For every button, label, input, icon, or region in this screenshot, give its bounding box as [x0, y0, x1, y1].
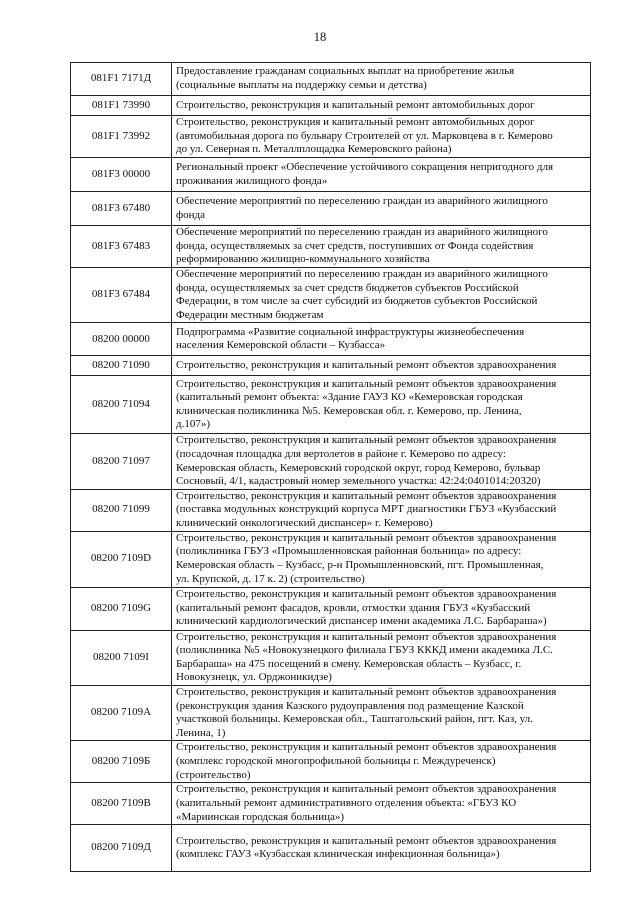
classification-code-cell: 081F1 73992: [71, 116, 172, 158]
description-cell: [172, 356, 591, 376]
description-line: (капитальный ремонт фасадов, кровли, отмостки здания ГБУЗ «Кузбасский: [176, 601, 531, 614]
description-cell: [172, 323, 591, 356]
description-cell: [172, 268, 591, 323]
description-line: Подпрограмма «Развитие социальной инфраструктуры жизнеобеспечения: [176, 325, 525, 338]
description-line: фонда, осуществляемых за счет средств, поступивших от Фонда содействия: [176, 239, 534, 252]
classification-code-cell: 08200 7109I: [71, 630, 172, 685]
description-line: Строительство, реконструкция и капитальный ремонт объектов здравоохранения: [176, 588, 557, 601]
table-row: [71, 783, 591, 825]
description-cell: [172, 489, 591, 531]
description-line: Строительство, реконструкция и капитальный ремонт объектов здравоохранения: [176, 377, 557, 390]
description-line: (поставка модульных конструкций корпуса МРТ диагностики ГБУЗ «Кузбасский: [176, 503, 557, 516]
description-line: Строительство, реконструкция и капитальный ремонт объектов здравоохранения: [176, 489, 557, 502]
description-line: (строительство): [176, 768, 251, 781]
description-cell: [172, 741, 591, 783]
description-line: Федерации, в том числе за счет субсидий из бюджетов субъектов Российской: [176, 295, 538, 308]
description-line: (социальные выплаты на поддержку семьи и детства): [176, 79, 427, 91]
table-row: [71, 268, 591, 323]
description-line: клинический онкологический диспансер» г. Кемерово): [176, 516, 433, 529]
description-line: (комплекс городской многопрофильной больницы г. Междуреченск): [176, 754, 496, 767]
classification-code-cell: 08200 7109A: [71, 685, 172, 740]
description-line: проживания жилищного фонда»: [176, 174, 328, 187]
description-line: реформированию жилищно-коммунального хозяйства: [176, 253, 430, 266]
classification-code-cell: 08200 7109Д: [71, 825, 172, 872]
table-row: [71, 356, 591, 376]
classification-code-cell: 081F3 67480: [71, 192, 172, 226]
description-line: (поликлиника ГБУЗ «Промышленновская районная больница» по адресу:: [176, 545, 522, 558]
description-line: Строительство, реконструкция и капитальный ремонт объектов здравоохранения: [176, 359, 557, 372]
table-row: [71, 158, 591, 192]
description-line: Новокузнецк, ул. Орджоникидзе): [176, 671, 332, 684]
description-cell: [172, 685, 591, 740]
classification-code-cell: 081F1 73990: [71, 96, 172, 116]
budget-classification-table: [70, 62, 591, 872]
table-row: [71, 825, 591, 872]
description-line: Обеспечение мероприятий по переселению граждан из аварийного жилищного: [176, 226, 548, 239]
description-line: Строительство, реконструкция и капитальный ремонт объектов здравоохранения: [176, 685, 557, 698]
description-line: (реконструкция здания Казского рудоуправления под размещение Казской: [176, 699, 524, 712]
description-line: «Мариинская городская больница»): [176, 810, 345, 823]
description-line: клинический кардиологический диспансер имени академика Л.С. Барбараша»): [176, 615, 547, 628]
description-line: (капитальный ремонт административного отделения объекта: «ГБУЗ КО: [176, 796, 517, 809]
description-line: до ул. Северная п. Металлплощадка Кемеровского района): [176, 143, 452, 156]
classification-code-cell: 081F1 7171Д: [71, 63, 172, 96]
description-line: (поликлиника №5 «Новокузнецкого филиала ГБУЗ КККД имени академика Л.С.: [176, 644, 553, 657]
description-cell: [172, 531, 591, 587]
description-cell: [172, 376, 591, 434]
description-line: фонда, осуществляемых за счет средств бюджетов субъектов Российской: [176, 281, 519, 294]
table-row: [71, 226, 591, 268]
table-row: [71, 685, 591, 740]
table-row: [71, 96, 591, 116]
description-line: Строительство, реконструкция и капитальный ремонт объектов здравоохранения: [176, 741, 557, 754]
description-line: Кемеровская область – Кузбасс, р-н Промышленновский, пгт. Промышленная,: [176, 559, 544, 572]
description-line: Кемеровская область, Кемеровский городской округ, город Кемерово, бульвар: [176, 461, 541, 474]
classification-code-cell: 081F3 67483: [71, 226, 172, 268]
table-row: [71, 192, 591, 226]
table-row: [71, 741, 591, 783]
page-number: 18: [313, 30, 327, 44]
description-line: населения Кемеровской области – Кузбасса»: [176, 339, 386, 352]
description-cell: [172, 158, 591, 192]
description-cell: [172, 116, 591, 158]
description-line: Сосновый, 4/1, кадастровый номер земельного участка: 42:24:0401014:20320): [176, 475, 541, 488]
description-line: Строительство, реконструкция и капитальный ремонт объектов здравоохранения: [176, 630, 557, 643]
description-line: Федерации местным бюджетам: [176, 308, 324, 321]
description-line: Обеспечение мероприятий по переселению граждан из аварийного жилищного: [176, 194, 548, 207]
description-line: (капитальный ремонт объекта: «Здание ГАУЗ КО «Кемеровская городская: [176, 391, 523, 404]
classification-code-cell: 08200 71090: [71, 356, 172, 376]
description-line: Барбараша» на 475 посещений в смену. Кемеровская область – Кузбасс, г.: [176, 657, 522, 670]
table-body: [71, 63, 591, 872]
description-line: д.107»): [176, 418, 211, 431]
description-line: Предоставление гражданам социальных выплат на приобретение жилья: [176, 65, 515, 78]
table-row: [71, 116, 591, 158]
description-line: клиническая поликлиника №5. Кемеровская обл. г. Кемерово, пр. Ленина,: [176, 404, 522, 417]
table-row: [71, 630, 591, 685]
description-line: Строительство, реконструкция и капитальный ремонт автомобильных дорог: [176, 116, 535, 129]
classification-code-cell: 08200 7109G: [71, 587, 172, 630]
description-line: Строительство, реконструкция и капитальный ремонт объектов здравоохранения: [176, 783, 557, 796]
classification-code-cell: 081F3 00000: [71, 158, 172, 192]
description-line: участковой больницы. Кемеровская обл., Таштагольский район, пгт. Каз, ул.: [176, 713, 533, 726]
table-row: [71, 376, 591, 434]
description-cell: [172, 587, 591, 630]
description-cell: [172, 825, 591, 872]
classification-code-cell: 08200 71099: [71, 489, 172, 531]
classification-code-cell: 08200 7109Б: [71, 741, 172, 783]
description-line: фонда: [176, 208, 205, 221]
description-cell: [172, 783, 591, 825]
classification-code-cell: 08200 71094: [71, 376, 172, 434]
table-row: [71, 63, 591, 96]
description-line: (автомобильная дорога по бульвару Строителей от ул. Марковцева в г. Кемерово: [176, 129, 553, 142]
classification-code-cell: 081F3 67484: [71, 268, 172, 323]
description-line: Обеспечение мероприятий по переселению граждан из аварийного жилищного: [176, 268, 548, 280]
description-line: Строительство, реконструкция и капитальный ремонт объектов здравоохранения: [176, 834, 557, 847]
description-cell: [172, 434, 591, 489]
description-cell: [172, 226, 591, 268]
table-row: [71, 531, 591, 587]
classification-code-cell: 08200 71097: [71, 434, 172, 489]
description-cell: [172, 96, 591, 116]
description-line: Строительство, реконструкция и капитальный ремонт объектов здравоохранения: [176, 531, 557, 544]
classification-code-cell: 08200 00000: [71, 323, 172, 356]
table-row: [71, 587, 591, 630]
description-cell: [172, 630, 591, 685]
description-line: Строительство, реконструкция и капитальный ремонт объектов здравоохранения: [176, 434, 557, 447]
classification-code-cell: 08200 7109D: [71, 531, 172, 587]
table-row: [71, 434, 591, 489]
description-line: Ленина, 1): [176, 726, 226, 739]
description-line: (посадочная площадка для вертолетов в районе г. Кемерово по адресу:: [176, 447, 506, 460]
description-line: ул. Крупской, д. 17 к. 2) (строительство): [176, 572, 365, 585]
table-row: [71, 489, 591, 531]
table-row: [71, 323, 591, 356]
description-cell: [172, 63, 591, 96]
description-line: Строительство, реконструкция и капитальный ремонт автомобильных дорог: [176, 98, 535, 111]
description-cell: [172, 192, 591, 226]
description-line: Региональный проект «Обеспечение устойчивого сокращения непригодного для: [176, 160, 554, 173]
classification-code-cell: 08200 7109В: [71, 783, 172, 825]
description-line: (комплекс ГАУЗ «Кузбасская клиническая инфекционная больница»): [176, 848, 500, 861]
